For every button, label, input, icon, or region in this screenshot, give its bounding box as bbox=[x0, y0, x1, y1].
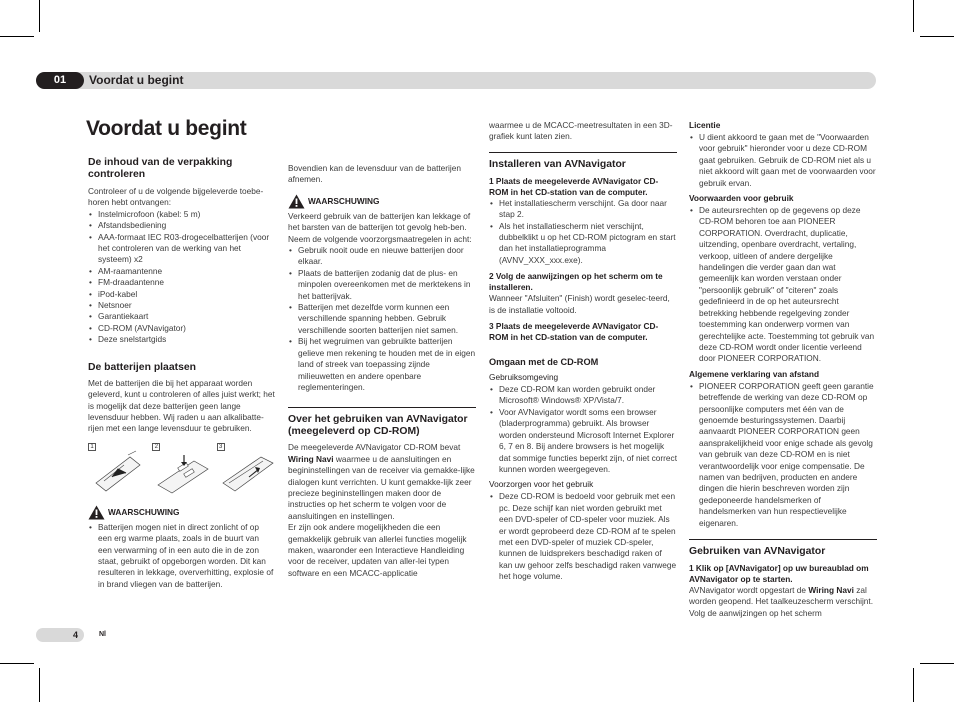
use-step-1-body bbox=[689, 585, 877, 619]
list-item: • Instelmicrofoon (kabel: 5 m) bbox=[88, 209, 275, 220]
subheading-license: Licentie bbox=[689, 120, 721, 130]
warning-label bbox=[288, 194, 476, 209]
crop-mark-br-h bbox=[920, 663, 954, 664]
warning-body: Verkeerd gebruik van de batterijen kan lekkage of het barsten van de batterijen tot gevolg heb-ben. Neem de volgende voorzorgsmaatregelen in acht: bbox=[288, 210, 472, 244]
warning-icon bbox=[288, 194, 305, 209]
install-step-1: 1 Plaats de meegeleverde AVNavigator CD-ROM in het CD-station van de computer. bbox=[489, 175, 659, 197]
warning-text: WAARSCHUWING bbox=[308, 195, 380, 206]
heading-package-contents: De inhoud van de verpakking controleren bbox=[88, 157, 233, 180]
install-step-2-body: Wanneer "Afsluiten" (Finish) wordt geselec-teerd, is de installatie voltooid. bbox=[489, 293, 670, 315]
avnavigator-about-body-2: Er zijn ook andere mogelijkheden die een gemakkelijk gebruik van allerlei functies mogelijk maken, waaronder een Interactieve Handleiding voor de receiver, updaten van aller-lei typen software en een MCACC-applicatie bbox=[288, 522, 467, 578]
heading-avnavigator-about: Over het gebruiken van AVNavigator (meegeleverd op CD-ROM) bbox=[288, 414, 468, 438]
install-step-1-list bbox=[489, 198, 677, 266]
list-item: • Deze CD-ROM is bedoeld voor gebruik met een pc. Deze schijf kan niet worden gebruikt met een DVD-speler of CD-speler voor muziek. Als er wordt geprobeerd deze CD-ROM af te spelen met een DVD-speler of muziek CD-speler, kunnen de luidsprekers beschadigd raken of kan uw gehoor zelfs beschadigd raken vanwege het hoge volume. bbox=[489, 491, 677, 582]
spacer bbox=[489, 343, 677, 353]
column-1 bbox=[88, 157, 275, 590]
battery-illustration bbox=[88, 443, 275, 499]
batteries-body: Met de batterijen die bij het apparaat worden geleverd, kunt u controleren of alles juist werkt; het is mogelijk dat deze batterijen geen lange levensduur hebben. Wij raden u aan alkalibatte-rijen met een lange levensduur te gebruiken. bbox=[88, 377, 275, 434]
illustration-step-3 bbox=[217, 443, 275, 493]
body-text: AVNavigator wordt opgestart de bbox=[689, 585, 806, 595]
list-item: • Bij het wegruimen van gebruikte batterijen gelieve men rekening te houden met de in eigen land of streek van toepassing zijnde milieuwetten en andere openbare reglementeringen. bbox=[288, 336, 476, 393]
chapter-title: Voordat u begint bbox=[89, 73, 184, 87]
section-rule bbox=[489, 152, 677, 153]
use-step-1: 1 Klik op [AVNavigator] op uw bureaublad om AVNavigator op te starten. bbox=[689, 563, 869, 584]
page-title: Voordat u begint bbox=[86, 117, 247, 140]
spacer bbox=[689, 529, 877, 537]
install-step-2: 2 Volg de aanwijzingen op het scherm om te installeren. bbox=[489, 271, 663, 293]
wiring-navi-term: Wiring Navi bbox=[288, 453, 334, 464]
list-item: • Gebruik nooit oude en nieuwe batterijen door elkaar. bbox=[288, 245, 476, 268]
body-text: De meegeleverde AVNavigator CD-ROM bevat bbox=[288, 442, 461, 453]
heading-cdrom-handling: Omgaan met de CD-ROM bbox=[489, 357, 599, 368]
subheading-disclaimer: Algemene verklaring van afstand bbox=[689, 368, 820, 379]
crop-mark-tl-h bbox=[0, 36, 34, 37]
illustration-number: 1 bbox=[88, 443, 96, 451]
crop-mark-bl-v bbox=[39, 668, 40, 702]
warning-list bbox=[88, 522, 275, 590]
crop-mark-tl-v bbox=[39, 0, 40, 32]
list-item: • Garantiekaart bbox=[88, 311, 275, 322]
illustration-step-2 bbox=[152, 443, 210, 493]
license-list bbox=[689, 132, 877, 189]
subheading-precautions: Voorzorgen voor het gebruik bbox=[489, 479, 594, 490]
insert-battery-illustration bbox=[154, 447, 212, 495]
page-number: 4 bbox=[72, 630, 78, 640]
illustration-step-1 bbox=[88, 443, 146, 493]
body-text: zal worden geopend. Het taalkeuzescherm verschijnt. Volg de aanwijzingen op het scherm bbox=[689, 585, 874, 618]
list-item: • Afstandsbediening bbox=[88, 220, 275, 231]
mcacc-text: waarmee u de MCACC-meetresultaten in een 3D-grafiek kunt laten zien. bbox=[489, 120, 673, 142]
wiring-navi-term: Wiring Navi bbox=[808, 585, 854, 595]
crop-mark-tr-v bbox=[913, 0, 914, 32]
page-language: Nl bbox=[99, 631, 106, 638]
column-4 bbox=[689, 120, 877, 619]
list-item: • De auteursrechten op de gegevens op deze CD-ROM behoren toe aan PIONEER CORPORATION. Overdracht, duplicatie, uitzending, openbare overdracht, vertaling, verkoop, uitleen of andere dergelijke handelingen die verder gaan dan wat gemeenlijk kan worden verstaan onder "persoonlijk gebruik" of "citeren" zoals gedefinieerd in de op het auteursrecht betrekking hebbende regelgeving zonder toestemming kan onderwerp vormen van gerechtelijke acte. Toestemming tot gebruik van deze CD-ROM wordt onder licentie verleend door PIONEER CORPORATION. bbox=[689, 205, 877, 365]
chapter-number: 01 bbox=[36, 72, 84, 89]
crop-mark-bl-h bbox=[0, 663, 34, 664]
warning-text: WAARSCHUWING bbox=[108, 506, 180, 517]
precautions-list bbox=[489, 491, 677, 582]
environment-list bbox=[489, 384, 677, 475]
warning-label bbox=[88, 505, 275, 520]
list-item: • Batterijen mogen niet in direct zonlicht of op een erg warme plaats, zoals in de buurt van een verwarming of in een auto die in de zon staat, gebruikt of opgeborgen worden. Dit kan resulteren in lekkage, oververhitting, explosie of in brand vliegen van de batterijen. bbox=[88, 522, 275, 590]
battery-lifespan-text: Bovendien kan de levensduur van de batterijen afnemen. bbox=[288, 163, 461, 185]
heading-batteries: De batterijen plaatsen bbox=[88, 361, 196, 373]
list-item: • FM-draadantenne bbox=[88, 277, 275, 288]
close-cover-illustration bbox=[219, 447, 277, 495]
column-2 bbox=[288, 163, 476, 579]
column-3 bbox=[489, 120, 677, 583]
disclaimer-list bbox=[689, 381, 877, 529]
crop-mark-tr-h bbox=[920, 36, 954, 37]
section-rule bbox=[689, 539, 877, 540]
package-intro: Controleer of u de volgende bijgeleverde toebe-horen hebt ontvangen: bbox=[88, 186, 264, 208]
heading-using-avnavigator: Gebruiken van AVNavigator bbox=[689, 546, 826, 557]
subheading-environment: Gebruiksomgeving bbox=[489, 372, 559, 383]
section-rule bbox=[288, 407, 476, 408]
list-item: • Deze CD-ROM kan worden gebruikt onder Microsoft® Windows® XP/Vista/7. bbox=[489, 384, 677, 407]
list-item: • U dient akkoord te gaan met de "Voorwaarden voor gebruik" hieronder voor u deze CD-ROM gaat gebruiken. Gebruik de CD-ROM niet als u niet akkoord wilt gaan met de voorwaarden voor gebruik ervan. bbox=[689, 132, 877, 189]
crop-mark-br-v bbox=[913, 668, 914, 702]
subheading-terms: Voorwaarden voor gebruik bbox=[689, 193, 794, 204]
list-item: • Voor AVNavigator wordt soms een browser (bladerprogramma) gebruikt. Als browser worden ondersteund Microsoft Internet Explorer 6, 7 en 8. Bij andere browsers is het mogelijk dat sommige functies beperkt zijn, of niet correct kunnen worden weergegeven. bbox=[489, 407, 677, 475]
list-item: • Plaats de batterijen zodanig dat de plus- en minpolen overeenkomen met de merktekens in het batterijvak. bbox=[288, 268, 476, 302]
body-text: waarmee u de aansluitingen en begininstellingen van de receiver via gemakke-lijke dialogen kunt verrichten. U kunt gemakke-lijk zeer precieze begininstellingen maken door de instructies op het scherm te volgen voor de aansluitingen en instellingen. bbox=[288, 453, 475, 521]
avnavigator-about-body bbox=[288, 442, 476, 522]
spacer bbox=[288, 393, 476, 405]
illustration-number: 3 bbox=[217, 443, 225, 451]
list-item: • CD-ROM (AVNavigator) bbox=[88, 323, 275, 334]
list-item: • PIONEER CORPORATION geeft geen garantie betreffende de werking van deze CD-ROM op persoonlijke computers met één van de genoemde besturingssystemen. Daarbij aanvaardt PIONEER CORPORATION geen aansprakelijkheid voor enige schade als gevolg van gebruik van deze CD-ROM en is niet verantwoordelijk voor enige compensatie. De namen van bedrijven, producten en andere dingen die hierin beschreven worden zijn gedeponeerde handelsmerken of handelsmerken van hun respectievelijke eigenaren. bbox=[689, 381, 877, 529]
list-item: • iPod-kabel bbox=[88, 289, 275, 300]
warning-icon bbox=[88, 505, 105, 520]
heading-install: Installeren van AVNavigator bbox=[489, 158, 626, 170]
list-item: • Netsnoer bbox=[88, 300, 275, 311]
install-step-3: 3 Plaats de meegeleverde AVNavigator CD-ROM in het CD-station van de computer. bbox=[489, 321, 659, 343]
spacer bbox=[88, 346, 275, 362]
illustration-number: 2 bbox=[152, 443, 160, 451]
list-item: • Als het installatiescherm niet verschijnt, dubbelklikt u op het CD-ROM pictogram en start dan het installatieprogramma (AVNV_XXX_xxx.exe). bbox=[489, 221, 677, 267]
remote-open-cover-illustration bbox=[90, 447, 146, 495]
warning-list bbox=[288, 245, 476, 393]
package-list bbox=[88, 209, 275, 346]
list-item: • Het installatiescherm verschijnt. Ga door naar stap 2. bbox=[489, 198, 677, 221]
list-item: • Batterijen met dezelfde vorm kunnen een verschillende spanning hebben. Gebruik verschillende soorten batterijen niet samen. bbox=[288, 302, 476, 336]
list-item: • AAA-formaat IEC R03-drogecelbatterijen (voor het controleren van de werking van het systeem) x2 bbox=[88, 232, 275, 266]
list-item: • AM-raamantenne bbox=[88, 266, 275, 277]
list-item: • Deze snelstartgids bbox=[88, 334, 275, 345]
spacer bbox=[489, 143, 677, 150]
terms-list bbox=[689, 205, 877, 365]
